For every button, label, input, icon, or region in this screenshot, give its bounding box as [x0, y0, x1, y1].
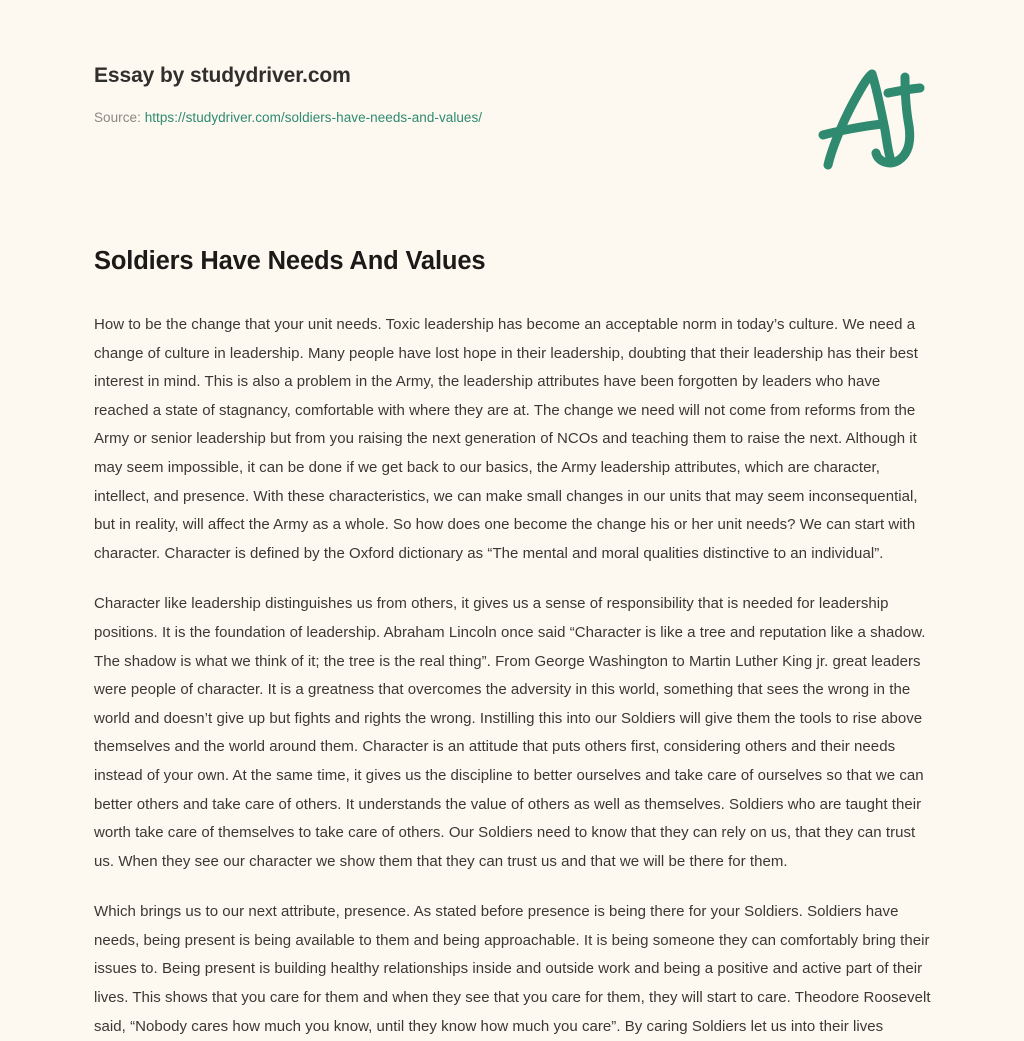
page-title: Soldiers Have Needs And Values [94, 247, 486, 275]
paragraph: How to be the change that your unit needs. Toxic leadership has become an acceptable norm in today’s culture. We need a change of culture in leadership. Many people have lost hope in their leadership, doubting that their leadership has their best interest in mind. This is also a problem in the Army, the leadership attributes have been forgotten by leaders who have reached a state of stagnancy, comfortable with where they are at. The change we need will not come from reforms from the Army or senior leadership but from you raising the next generation of NCOs and teaching them to raise the next. Although it may seem impossible, it can be done if we get back to our basics, the Army leadership attributes, which are character, intellect, and presence. With these characteristics, we can make small changes in our units that may seem inconsequential, but in reality, will affect the Army as a whole. So how does one become the change his or her unit needs? We can start with character. Character is defined by the Oxford dictionary as “The mental and moral qualities distinctive to an individual”. [94, 316, 918, 562]
page-header [94, 62, 930, 128]
paragraph: Which brings us to our next attribute, presence. As stated before presence is being there for your Soldiers. Soldiers have needs, being present is being available to them and being approachable. It is being someone they can comfortably bring their issues to. Being present is building healthy relationships inside and outside work and being a positive and active part of their lives. This shows that you care for them and when they see that you care for them, they will start to care. Theodore Roosevelt said, “Nobody cares how much you know, until they know how much you care”. By caring Soldiers let us into their lives [94, 903, 931, 1035]
source-line [94, 108, 930, 128]
essay-body [94, 311, 932, 1041]
source-url-link[interactable]: https://studydriver.com/soldiers-have-needs-and-values/ [144, 110, 483, 125]
source-label: Source: [94, 110, 141, 125]
a-plus-handwritten-logo-icon [806, 58, 936, 174]
brand-byline: Essay by studydriver.com [94, 64, 351, 87]
paragraph: Character like leadership distinguishes us from others, it gives us a sense of responsibility that is needed for leadership positions. It is the foundation of leadership. Abraham Lincoln once said “Character is like a tree and reputation like a shadow. The shadow is what we think of it; the tree is the real thing”. From George Washington to Martin Luther King jr. great leaders were people of character. It is a greatness that overcomes the adversity in this world, something that sees the wrong in the world and doesn’t give up but fights and rights the wrong. Instilling this into our Soldiers will give them the tools to rise above themselves and the world around them. Character is an attitude that puts others first, considering others and their needs instead of your own. At the same time, it gives us the discipline to better ourselves and take care of ourselves so that we can better others and take care of others. It understands the value of others as well as themselves. Soldiers who are taught their worth take care of themselves to take care of others. Our Soldiers need to know that they can rely on us, that they can trust us. When they see our character we show them that they can trust us and that we will be there for them. [94, 595, 926, 870]
